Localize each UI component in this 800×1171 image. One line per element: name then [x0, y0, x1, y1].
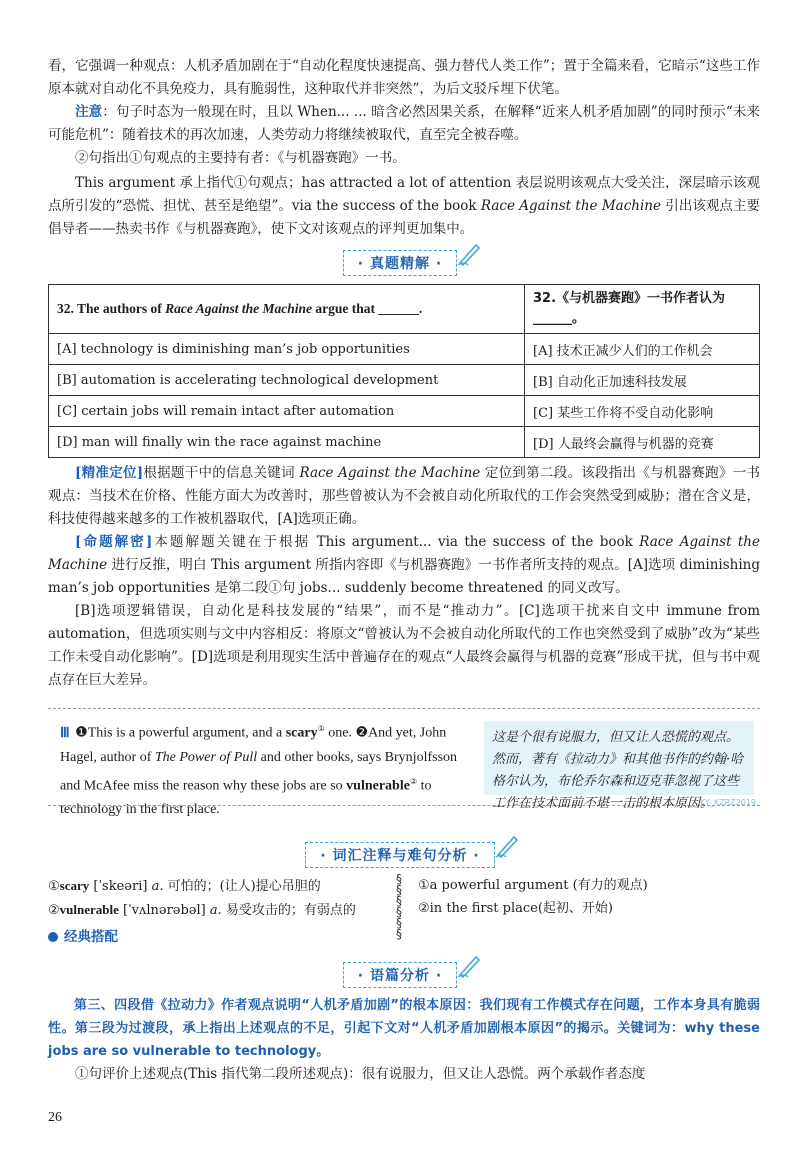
- discourse-summary: 第三、四段借《拉动力》作者观点说明“人机矛盾加剧”的根本原因：我们现有工作模式存在问题，工作本身具有脆弱性。第三段为过渡段，承上指出上述观点的不足，引起下文对“人机矛盾加剧根本原因”的揭示。关键词为：why these jobs are so vulnerable to technology。: [48, 998, 760, 1059]
- pen-icon: [494, 833, 520, 859]
- option-b-zh: [B] 自动化正加速科技发展: [525, 365, 760, 396]
- question-head-row: [49, 285, 760, 334]
- vocab-item: ①scary [ˈskeəri] a. 可怕的；(让人)提心吊胆的: [48, 878, 321, 894]
- section-vocab-title: · 词汇注释与难句分析 ·: [320, 848, 480, 864]
- option-row-a: [49, 334, 760, 365]
- note-label: 注意: [75, 104, 103, 120]
- collocation-list: [418, 874, 748, 920]
- page-number: 26: [48, 1110, 62, 1125]
- collocation-item: ②in the first place(起初、开始): [418, 901, 614, 916]
- vocab-list: [48, 874, 388, 922]
- option-row-b: [49, 365, 760, 396]
- intro-paragraph: 看，它强调一种观点：人机矛盾加剧在于“自动化程度快速提高、强力替代人类工作”；置于全篇来看，它暗示“这些工作原本就对自动化不具免疫力，具有脆弱性，这种取代并非突然”，为后文驳斥埋下伏笔。: [48, 58, 760, 97]
- question-zh-stem: 32.《与机器赛跑》一书作者认为______。: [525, 285, 760, 334]
- section-zhenti: [0, 250, 800, 276]
- option-d-zh: [D] 人最终会赢得与机器的竞赛: [525, 427, 760, 458]
- section-zhenti-title: · 真题精解 ·: [357, 256, 443, 272]
- section-vocab: [0, 842, 800, 868]
- paragraph-number: Ⅲ: [60, 725, 70, 741]
- option-c-zh: [C] 某些工作将不受自动化影响: [525, 396, 760, 427]
- question-en-stem: 32. The authors of Race Against the Machine argue that ______.: [49, 285, 525, 334]
- watermark: KY_KZRZ2019: [700, 798, 756, 807]
- collocation-item: ①a powerful argument (有力的观点): [418, 878, 648, 893]
- bullet-icon: [48, 932, 58, 942]
- wrong-options-paragraph: [B]选项逻辑错误，自动化是科技发展的“结果”，而不是“推动力”。[C]选项干扰来自文中 immune from automation，但选项实则与文中内容相反：将原文“曾被认为不会被自动化所取代的工作也突然受到了威胁”改为“某些工作未受自动化影响”。[D]选项是利用现实生活中普遍存在的观点“人最终会赢得与机器的竞赛”形成干扰，但与书中观点存在巨大差异。: [48, 603, 760, 688]
- option-a-en: [A] technology is diminishing man’s job opportunities: [49, 334, 525, 365]
- discourse-paragraph: ①句评价上述观点(This 指代第二段所述观点)：很有说服力，但又让人恐慌。两个承载作者态度: [75, 1066, 646, 1082]
- passage-english: Ⅲ ❶This is a powerful argument, and a scary① one. ❷And yet, John Hagel, author of The Power of Pull and other books, says Brynjolfsson and McAfee miss the reason why these jobs are so vulnerable② to technology in the first place.: [60, 724, 458, 818]
- holder-paragraph: ②句指出①句观点的主要持有者：《与机器赛跑》一书。: [75, 150, 406, 166]
- question-table: [48, 284, 760, 458]
- intent-label: [命题解密]: [75, 534, 153, 550]
- option-row-d: [49, 427, 760, 458]
- passage-translation: 这是个很有说服力，但又让人恐慌的观点。然而，著有《拉动力》和其他书作的约翰·哈格尔认为，布伦乔尔森和迈克菲忽视了这些工作在技术面前不堪一击的根本原因。: [484, 721, 754, 795]
- section-yupian: [0, 962, 800, 988]
- section-yupian-title: · 语篇分析 ·: [357, 968, 443, 984]
- intent-paragraph: [命题解密]本题解题关键在于根据 This argument... via the success of the book Race Against the Machine 进行反推，明白 This argument 所指内容即《与机器赛跑》一书作者所支持的观点。[A]选项 diminishing man’s job opportunities 是第二段①句 jobs... suddenly become threatened 的同义改写。: [48, 534, 760, 596]
- option-d-en: [D] man will finally win the race against machine: [49, 427, 525, 458]
- argument-paragraph: This argument 承上指代①句观点；has attracted a lot of attention 表层说明该观点大受关注，深层暗示该观点所引发的“恐慌、担忧、甚至是绝望”。via the success of the book Race Against the Machine 引出该观点主要倡导者——热卖书作《与机器赛跑》，使下文对该观点的评判更加集中。: [48, 175, 760, 237]
- spiral-divider: § § § § § §: [396, 872, 402, 941]
- option-c-en: [C] certain jobs will remain intact after automation: [49, 396, 525, 427]
- vocab-vulnerable: vulnerable: [346, 778, 410, 794]
- vocab-scary: scary: [285, 725, 318, 741]
- option-b-en: [B] automation is accelerating technological development: [49, 365, 525, 396]
- passage-block: [48, 708, 760, 818]
- vocab-item: ②vulnerable [ˈvʌlnərəbəl] a. 易受攻击的；有弱点的: [48, 902, 356, 918]
- note-paragraph: 注意：句子时态为一般现在时，且以 When... ... 暗含必然因果关系，在解释“近来人机矛盾加剧”的同时预示“未来可能危机”：随着技术的再次加速，人类劳动力将继续被取代，直至完全被吞噬。: [48, 104, 760, 143]
- pen-icon: [456, 953, 482, 979]
- classic-collocation-heading: 经典搭配: [48, 925, 118, 945]
- pen-icon: [456, 241, 482, 267]
- option-a-zh: [A] 技术正减少人们的工作机会: [525, 334, 760, 365]
- locate-paragraph: [精准定位]根据题干中的信息关键词 Race Against the Machine 定位到第二段。该段指出《与机器赛跑》一书观点：当技术在价格、性能方面大为改善时，那些曾被认为不会被自动化所取代的工作会突然受到威胁；潜在含义是，科技使得越来越多的工作被机器取代，[A]选项正确。: [48, 465, 760, 527]
- locate-label: [精准定位]: [75, 465, 144, 481]
- option-row-c: [49, 396, 760, 427]
